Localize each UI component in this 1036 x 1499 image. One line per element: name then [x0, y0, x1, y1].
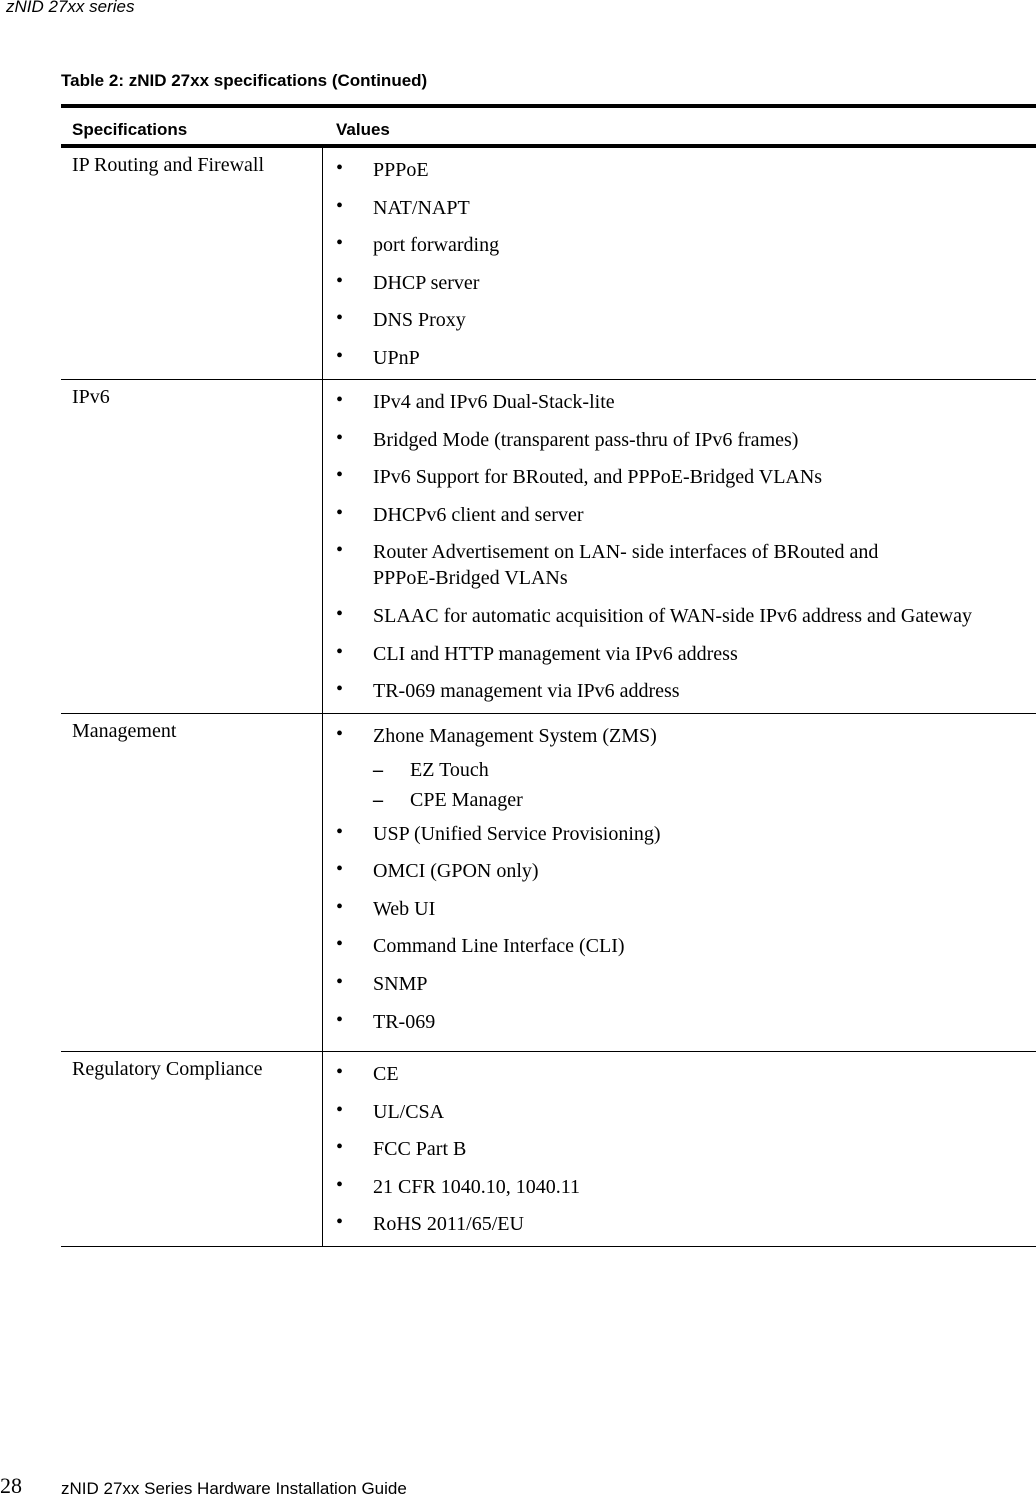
bullet-icon: • [336, 723, 344, 745]
bullet-icon: • [336, 640, 344, 663]
bullet-icon: • [336, 602, 344, 625]
bullet-icon: • [336, 389, 344, 411]
table-header-row [61, 108, 1036, 148]
list-item: • Router Advertisement on LAN- side interfaces of BRouted and PPPoE-Bridged VLANs [336, 539, 879, 590]
bullet-icon: • [336, 269, 344, 292]
bullet-icon: • [336, 970, 344, 993]
values-cell [323, 714, 1036, 1051]
bullet-icon: • [336, 1136, 344, 1159]
footer-doc-title: zNID 27xx Series Hardware Installation Guide [61, 1479, 407, 1498]
list-item: • Command Line Interface (CLI) [336, 933, 625, 958]
list-item: • SNMP [336, 970, 428, 995]
bullet-icon: • [336, 157, 344, 179]
values-cell [323, 148, 1036, 379]
spec-cell: IP Routing and Firewall [61, 148, 323, 379]
bullet-icon: • [336, 1173, 344, 1196]
bullet-icon: • [336, 344, 344, 367]
list-item: • port forwarding [336, 232, 500, 257]
list-item: • FCC Part B [336, 1136, 467, 1161]
list-item: • TR-069 management via IPv6 address [336, 678, 680, 703]
bullet-icon: • [336, 539, 344, 562]
list-item: • USP (Unified Service Provisioning) [336, 820, 661, 845]
list-item: • RoHS 2011/65/EU [336, 1211, 524, 1236]
table-row [61, 714, 1036, 1052]
list-item: • UL/CSA [336, 1098, 445, 1123]
list-item: • Web UI [336, 895, 436, 920]
values-cell [323, 1052, 1036, 1246]
page-number: 28 [0, 1473, 22, 1498]
list-item: • 21 CFR 1040.10, 1040.11 [336, 1173, 581, 1198]
list-item: • UPnP [336, 344, 420, 369]
list-item: • IPv4 and IPv6 Dual-Stack-lite [336, 389, 615, 413]
bullet-icon: • [336, 678, 344, 701]
table-row [61, 148, 1036, 380]
table-row [61, 380, 1036, 714]
list-item: • Zhone Management System (ZMS) [336, 723, 657, 747]
bullet-icon: • [336, 1098, 344, 1121]
list-item: • DNS Proxy [336, 307, 466, 332]
bullet-icon: • [336, 1061, 344, 1083]
sub-list-item: – EZ Touch [373, 758, 489, 781]
list-item: • DHCPv6 client and server [336, 501, 584, 526]
bullet-icon: • [336, 232, 344, 255]
list-item: • DHCP server [336, 269, 480, 294]
running-header: zNID 27xx series [6, 0, 135, 16]
list-item: • TR-069 [336, 1008, 436, 1033]
list-item: • OMCI (GPON only) [336, 858, 539, 883]
bullet-icon: • [336, 820, 344, 843]
bullet-icon: • [336, 858, 344, 881]
values-cell [323, 380, 1036, 713]
list-item: • Bridged Mode (transparent pass-thru of IPv6 frames) [336, 426, 799, 451]
bullet-icon: • [336, 426, 344, 449]
dash-icon: – [373, 758, 383, 781]
dash-icon: – [373, 788, 383, 811]
column-header-values: Values [336, 120, 390, 139]
bullet-icon: • [336, 895, 344, 918]
list-item: • SLAAC for automatic acquisition of WAN-side IPv6 address and Gateway [336, 602, 972, 627]
list-item: • NAT/NAPT [336, 194, 470, 219]
list-item: • CLI and HTTP management via IPv6 address [336, 640, 738, 665]
list-item: • CE [336, 1061, 399, 1085]
list-item: • IPv6 Support for BRouted, and PPPoE-Bridged VLANs [336, 464, 823, 489]
table-caption: Table 2: zNID 27xx specifications (Continued) [61, 71, 428, 90]
column-header-specifications: Specifications [72, 120, 188, 139]
bullet-icon: • [336, 194, 344, 217]
table-row [61, 1052, 1036, 1247]
list-item: • PPPoE [336, 157, 429, 181]
bullet-icon: • [336, 464, 344, 487]
spec-cell: Management [61, 714, 323, 1051]
specifications-table [61, 104, 1036, 1247]
bullet-icon: • [336, 307, 344, 330]
spec-cell: Regulatory Compliance [61, 1052, 323, 1246]
bullet-icon: • [336, 1211, 344, 1234]
bullet-icon: • [336, 933, 344, 956]
spec-cell: IPv6 [61, 380, 323, 713]
sub-list-item: – CPE Manager [373, 788, 523, 811]
bullet-icon: • [336, 1008, 344, 1031]
bullet-icon: • [336, 501, 344, 524]
